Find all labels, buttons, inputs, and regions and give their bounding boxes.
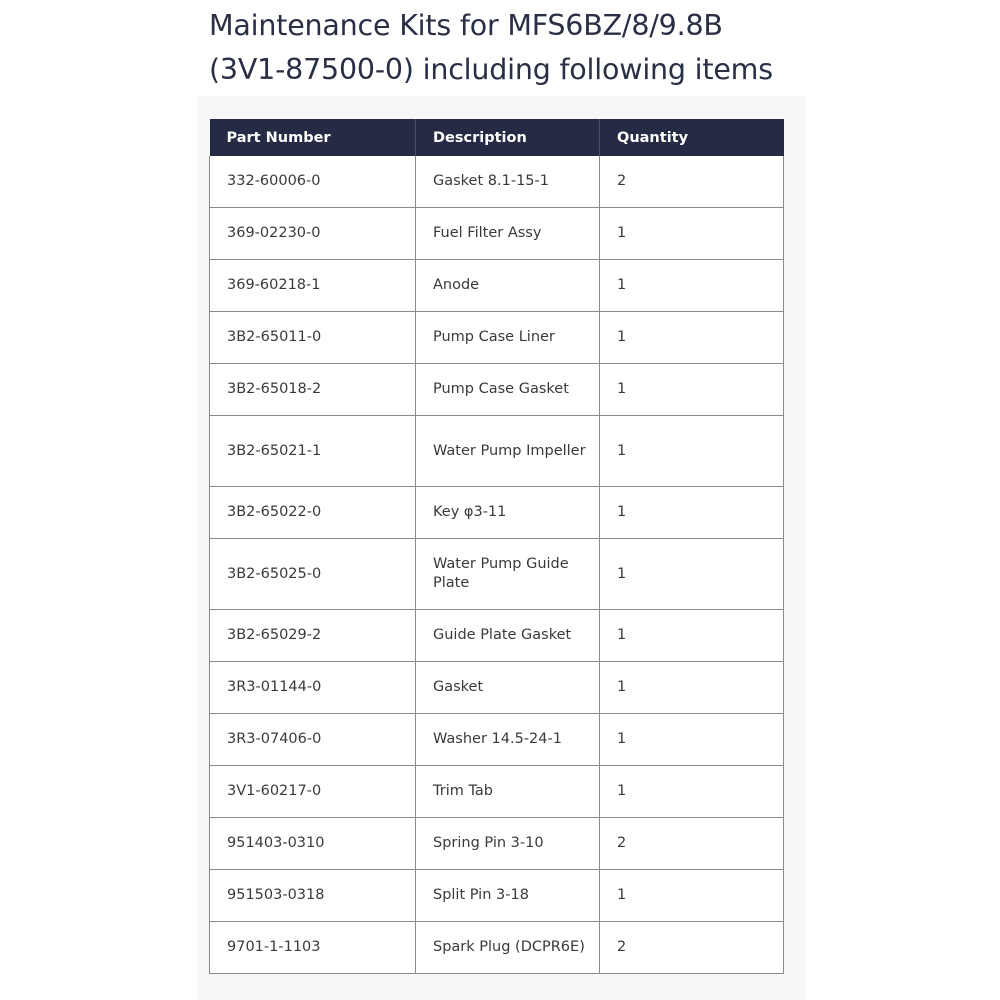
- quantity-cell: 1: [600, 539, 784, 610]
- column-header-quantity: Quantity: [600, 119, 784, 156]
- quantity-cell: 2: [600, 818, 784, 870]
- table-row: [210, 610, 784, 662]
- part-number-cell: 3B2-65029-2: [210, 610, 416, 662]
- quantity-cell: 1: [600, 312, 784, 364]
- table-row: [210, 662, 784, 714]
- table-row: [210, 364, 784, 416]
- parts-table: [209, 119, 784, 974]
- description-cell: Key φ3-11: [416, 487, 600, 539]
- part-number-cell: 3B2-65011-0: [210, 312, 416, 364]
- part-number-cell: 951403-0310: [210, 818, 416, 870]
- quantity-cell: 1: [600, 416, 784, 487]
- table-header-row: [210, 119, 784, 156]
- description-cell: Pump Case Gasket: [416, 364, 600, 416]
- quantity-cell: 2: [600, 922, 784, 974]
- description-cell: Split Pin 3-18: [416, 870, 600, 922]
- table-row: [210, 818, 784, 870]
- part-number-cell: 3V1-60217-0: [210, 766, 416, 818]
- description-cell: Fuel Filter Assy: [416, 208, 600, 260]
- description-cell: Trim Tab: [416, 766, 600, 818]
- page-title: Maintenance Kits for MFS6BZ/8/9.8B (3V1-87500-0) including following items: [209, 9, 773, 86]
- quantity-cell: 1: [600, 208, 784, 260]
- table-row: [210, 312, 784, 364]
- quantity-cell: 1: [600, 260, 784, 312]
- quantity-cell: 1: [600, 714, 784, 766]
- table-row: [210, 260, 784, 312]
- description-cell: Spring Pin 3-10: [416, 818, 600, 870]
- column-header-description: Description: [416, 119, 600, 156]
- description-cell: Gasket 8.1-15-1: [416, 156, 600, 208]
- part-number-cell: 3B2-65021-1: [210, 416, 416, 487]
- table-row: [210, 156, 784, 208]
- part-number-cell: 3B2-65018-2: [210, 364, 416, 416]
- quantity-cell: 1: [600, 662, 784, 714]
- table-row: [210, 487, 784, 539]
- part-number-cell: 3R3-01144-0: [210, 662, 416, 714]
- part-number-cell: 332-60006-0: [210, 156, 416, 208]
- table-row: [210, 922, 784, 974]
- description-cell: Spark Plug (DCPR6E): [416, 922, 600, 974]
- quantity-cell: 1: [600, 766, 784, 818]
- description-cell: Pump Case Liner: [416, 312, 600, 364]
- quantity-cell: 1: [600, 870, 784, 922]
- description-cell: Guide Plate Gasket: [416, 610, 600, 662]
- quantity-cell: 1: [600, 364, 784, 416]
- quantity-cell: 2: [600, 156, 784, 208]
- description-cell: Washer 14.5-24-1: [416, 714, 600, 766]
- part-number-cell: 3B2-65022-0: [210, 487, 416, 539]
- description-cell: Anode: [416, 260, 600, 312]
- description-cell: Water Pump Guide Plate: [416, 539, 600, 610]
- column-header-part-number: Part Number: [210, 119, 416, 156]
- table-row: [210, 539, 784, 610]
- quantity-cell: 1: [600, 487, 784, 539]
- part-number-cell: 369-60218-1: [210, 260, 416, 312]
- part-number-cell: 9701-1-1103: [210, 922, 416, 974]
- table-row: [210, 714, 784, 766]
- part-number-cell: 3B2-65025-0: [210, 539, 416, 610]
- table-row: [210, 416, 784, 487]
- table-row: [210, 766, 784, 818]
- part-number-cell: 369-02230-0: [210, 208, 416, 260]
- table-row: [210, 208, 784, 260]
- part-number-cell: 3R3-07406-0: [210, 714, 416, 766]
- description-cell: Water Pump Impeller: [416, 416, 600, 487]
- quantity-cell: 1: [600, 610, 784, 662]
- table-row: [210, 870, 784, 922]
- part-number-cell: 951503-0318: [210, 870, 416, 922]
- description-cell: Gasket: [416, 662, 600, 714]
